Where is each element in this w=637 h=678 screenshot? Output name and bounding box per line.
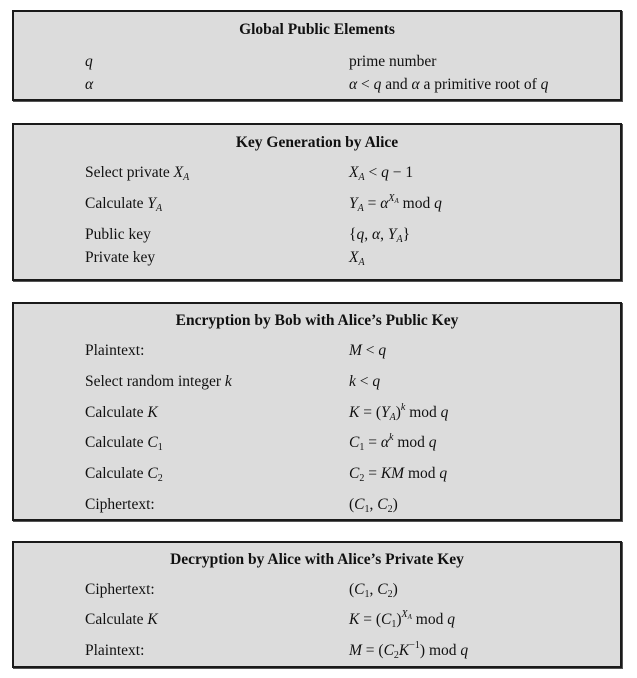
text-run: Y [387,226,397,243]
text-run: − 1 [388,164,414,181]
encryption-box [12,302,622,521]
text-run: Select random integer [85,373,225,390]
text-run: q [85,53,93,70]
text-run: KM [380,465,405,482]
section-title: Decryption by Alice with Alice’s Private Key [170,551,464,568]
table-row [14,581,620,601]
text-run: = [364,465,381,482]
text-run: K [147,611,158,628]
table-row [14,226,620,246]
text-run: Calculate [85,195,148,212]
superscript: XA [401,609,412,621]
text-run: mod [411,611,448,628]
row-label [85,195,162,213]
text-run: C [147,465,158,482]
section-title: Key Generation by Alice [235,134,399,151]
row-value [349,404,448,422]
text-run: α [349,76,358,93]
text-run: C [147,434,158,451]
row-value [349,642,468,660]
table-row [14,434,620,454]
key-generation-box [12,123,622,281]
row-value [349,164,413,182]
text-run: C [383,642,394,659]
table-row [14,642,620,662]
text-run: C [354,496,365,513]
row-value [349,496,398,514]
text-run: = ( [359,611,381,628]
row-value [349,226,410,244]
text-run: Y [147,195,157,212]
text-run: ( [349,581,355,598]
text-run: q [540,76,549,93]
text-run: q [440,404,449,421]
text-run: mod [398,195,435,212]
text-run: q [460,642,469,659]
table-row [14,195,620,215]
subscript: 1 [364,589,370,600]
table-row [14,373,620,393]
subscript: 2 [387,589,393,600]
text-run: K [349,611,360,628]
text-run: Ciphertext: [85,496,155,513]
text-run: < [361,342,379,359]
subscript: 2 [157,473,163,484]
text-run: , [369,496,378,513]
table-row [14,76,620,96]
text-run: k [349,373,356,390]
text-run: C [349,465,360,482]
text-run: mod [393,434,429,451]
row-label [85,373,232,391]
table-row [14,53,620,73]
text-run: ) mod [419,642,461,659]
superscript: k [388,432,394,443]
row-value [349,249,365,267]
text-run: mod [404,465,440,482]
table-row [14,496,620,516]
row-label [85,465,163,483]
text-run: } [402,226,411,243]
text-run: Ciphertext: [85,581,155,598]
text-run: q [356,226,365,243]
text-run: X [349,164,359,181]
text-run: Plaintext: [85,642,145,659]
text-run: q [373,76,382,93]
row-value [349,342,386,360]
superscript: −1 [409,640,420,651]
text-run: , [380,226,388,243]
superscript: XA [388,193,399,205]
row-label [85,496,155,514]
table-row [14,249,620,269]
row-value [349,465,447,483]
text-run: Y [349,195,358,212]
row-value [349,373,380,391]
text-run: q [434,195,442,212]
text-run: = ( [359,404,381,421]
text-run: X [349,249,359,266]
row-label [85,249,155,267]
text-run: Plaintext: [85,342,145,359]
text-run: X [173,164,184,181]
subscript: 1 [391,619,397,630]
table-row [14,611,620,631]
text-run: q [381,164,389,181]
text-run: C [377,496,388,513]
subscript: 1 [364,504,370,515]
row-value [349,611,455,629]
text-run: α [85,76,94,93]
row-label [85,434,163,452]
row-value [349,434,437,452]
text-run: , [369,581,378,598]
text-run: Calculate [85,404,148,421]
row-label [85,164,189,182]
text-run: prime number [349,53,437,70]
subscript: A [358,257,365,268]
text-run: mod [405,404,441,421]
row-value [349,195,442,213]
text-run: Calculate [85,434,148,451]
subscript: 1 [359,442,365,453]
text-run: < [355,373,373,390]
text-run: Calculate [85,611,148,628]
text-run: and [381,76,412,93]
text-run: α [380,434,389,451]
section-title: Encryption by Bob with Alice’s Public Key [175,312,459,329]
text-run: = [364,434,381,451]
decryption-box [12,541,622,668]
text-run: C [377,581,388,598]
text-run: < [357,76,374,93]
row-label [85,76,93,94]
text-run: = ( [361,642,384,659]
text-run: { [349,226,357,243]
table-row [14,164,620,184]
text-run: Calculate [85,465,148,482]
subscript: A [394,197,399,205]
subscript: A [396,234,403,245]
text-run: ) [392,496,398,513]
text-run: α [380,195,389,212]
subscript: A [389,412,396,423]
row-value [349,581,398,599]
text-run: ) [396,611,402,628]
superscript: k [400,402,406,413]
row-label [85,581,155,599]
subscript: A [183,172,190,183]
subscript: A [156,203,163,214]
text-run: α [371,226,381,243]
text-run: ) [392,581,398,598]
text-run: K [398,642,410,659]
text-run: = [363,195,381,212]
text-run: M [349,342,362,359]
text-run: < [364,164,382,181]
subscript: 2 [387,504,393,515]
subscript: 2 [359,473,365,484]
text-run: C [381,611,392,628]
text-run: Private key [85,249,156,266]
text-run: Select private [85,164,174,181]
text-run: q [447,611,455,628]
subscript: 1 [157,442,163,453]
text-run: q [439,465,448,482]
text-run: C [349,434,360,451]
text-run: q [428,434,437,451]
row-label [85,53,93,71]
text-run: Y [381,404,390,421]
text-run: , [364,226,372,243]
row-value [349,76,548,94]
global-public-elements-box [12,10,622,101]
row-label [85,404,158,422]
text-run: K [349,404,360,421]
text-run: M [349,642,362,659]
text-run: q [372,373,381,390]
section-title: Global Public Elements [239,21,395,38]
row-value [349,53,436,71]
table-row [14,465,620,485]
subscript: 2 [393,650,399,661]
row-label [85,642,144,660]
text-run: C [354,581,365,598]
text-run: ) [395,404,401,421]
text-run: α [411,76,420,93]
text-run: K [147,404,158,421]
text-run: Public key [85,226,151,243]
table-row [14,342,620,362]
row-label [85,342,144,360]
subscript: A [357,203,364,214]
text-run: q [378,342,387,359]
subscript: A [358,172,365,183]
text-run: ( [349,496,355,513]
text-run: k [224,373,232,390]
text-run: a primitive root of [419,76,541,93]
row-label [85,611,158,629]
subscript: A [407,613,412,621]
row-label [85,226,151,244]
table-row [14,404,620,424]
